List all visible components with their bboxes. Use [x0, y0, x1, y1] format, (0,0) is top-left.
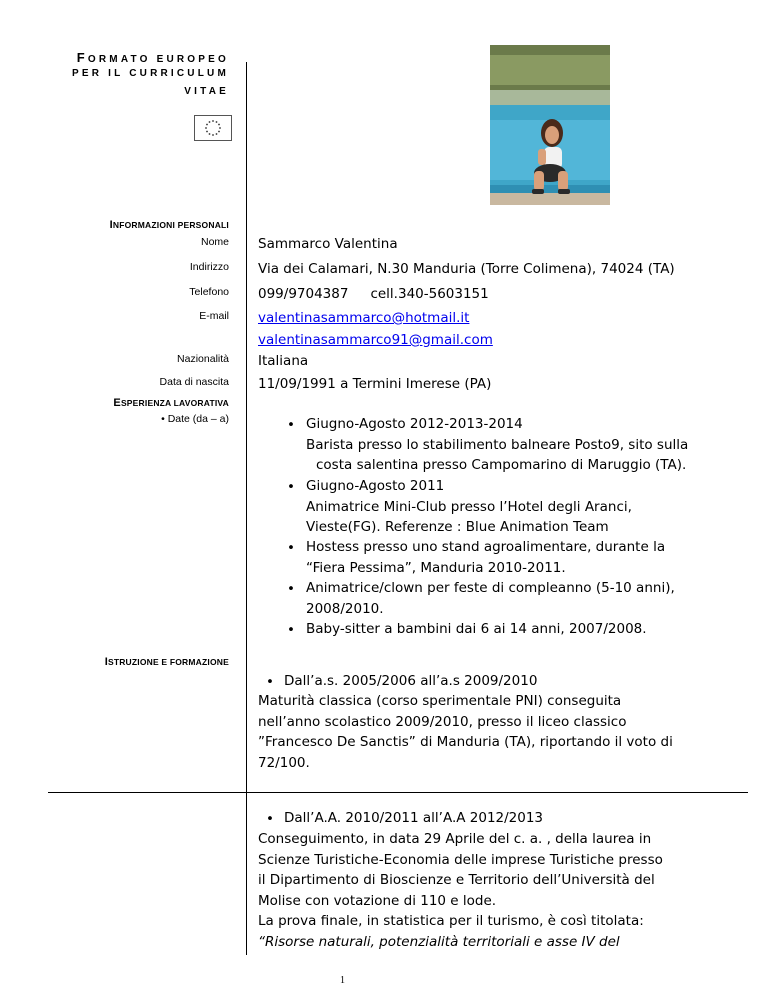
section-work-experience: ESPERIENZA LAVORATIVA [113, 397, 229, 409]
bullet: • [266, 674, 274, 690]
page-number: 1 [340, 975, 345, 986]
bullet: • [287, 622, 295, 638]
header-line-1: FORMATO EUROPEO [76, 50, 229, 65]
section-personal-info: INFORMAZIONI PERSONALI [109, 219, 229, 231]
bullet: • [287, 417, 295, 433]
horizontal-divider [48, 792, 748, 793]
label-dates: • Date (da – a) [161, 413, 229, 425]
label-address: Indirizzo [189, 261, 229, 273]
label-name: Nome [200, 236, 229, 248]
value-nationality: Italiana [258, 353, 309, 369]
label-nationality: Nazionalità [177, 353, 229, 365]
work-item-3: Hostess presso uno stand agroalimentare, durante la “Fiera Pessima”, Manduria 2010-2011. [306, 539, 666, 576]
value-address: Via dei Calamari, N.30 Manduria (Torre Colimena), 74024 (TA) [258, 261, 675, 277]
value-phone: 099/9704387 cell.340-5603151 [258, 286, 489, 302]
label-phone: Telefono [189, 286, 229, 298]
profile-photo [490, 45, 610, 205]
eu-flag-icon [194, 115, 232, 141]
label-birth: Data di nascita [159, 376, 229, 388]
bullet: • [287, 479, 295, 495]
header-line-2: PER IL CURRICULUM [72, 68, 229, 79]
education-item-1-body: Maturità classica (corso sperimentale PNI) conseguita nell’anno scolastico 2009/2010, presso il liceo classico ”Francesco De Sanctis” di Manduria (TA), riportando il voto di 72/100. [258, 693, 673, 771]
bullet: • [266, 811, 274, 827]
email-link-2[interactable]: valentinasammarco91@gmail.com [258, 332, 493, 348]
section-education: ISTRUZIONE E FORMAZIONE [104, 656, 229, 668]
label-email: E-mail [199, 310, 229, 322]
value-name: Sammarco Valentina [258, 236, 398, 252]
header-line-3: VITAE [184, 86, 229, 97]
bullet: • [287, 540, 295, 556]
education-item-1-title: Dall’a.s. 2005/2006 all’a.s 2009/2010 [284, 673, 538, 689]
vertical-divider [246, 62, 247, 955]
education-item-2-title: Dall’A.A. 2010/2011 all’A.A 2012/2013 [284, 810, 544, 826]
work-item-5: Baby-sitter a bambini dai 6 ai 14 anni, 2007/2008. [306, 621, 647, 637]
work-item-1: Giugno-Agosto 2012-2013-2014 Barista presso lo stabilimento balneare Posto9, sito sulla costa salentina presso Campomarino di Maruggio (TA). [306, 416, 689, 473]
work-item-4: Animatrice/clown per feste di compleanno (5-10 anni), 2008/2010. [306, 580, 675, 617]
bullet: • [287, 581, 295, 597]
value-birth: 11/09/1991 a Termini Imerese (PA) [258, 376, 492, 392]
email-link-1[interactable]: valentinasammarco@hotmail.it [258, 310, 470, 326]
education-item-2-body: Conseguimento, in data 29 Aprile del c. a. , della laurea in Scienze Turistiche-Economia delle imprese Turistiche presso il Dipartimento di Bioscienze e Territorio dell’Università del Molise con votazione di 110 e lode. La prova finale, in statistica per il turismo, è così titolata: “Risorse naturali, potenzialità territoriali e asse IV del [258, 831, 663, 950]
work-item-2: Giugno-Agosto 2011 Animatrice Mini-Club presso l’Hotel degli Aranci, Vieste(FG). Referenze : Blue Animation Team [306, 478, 632, 535]
